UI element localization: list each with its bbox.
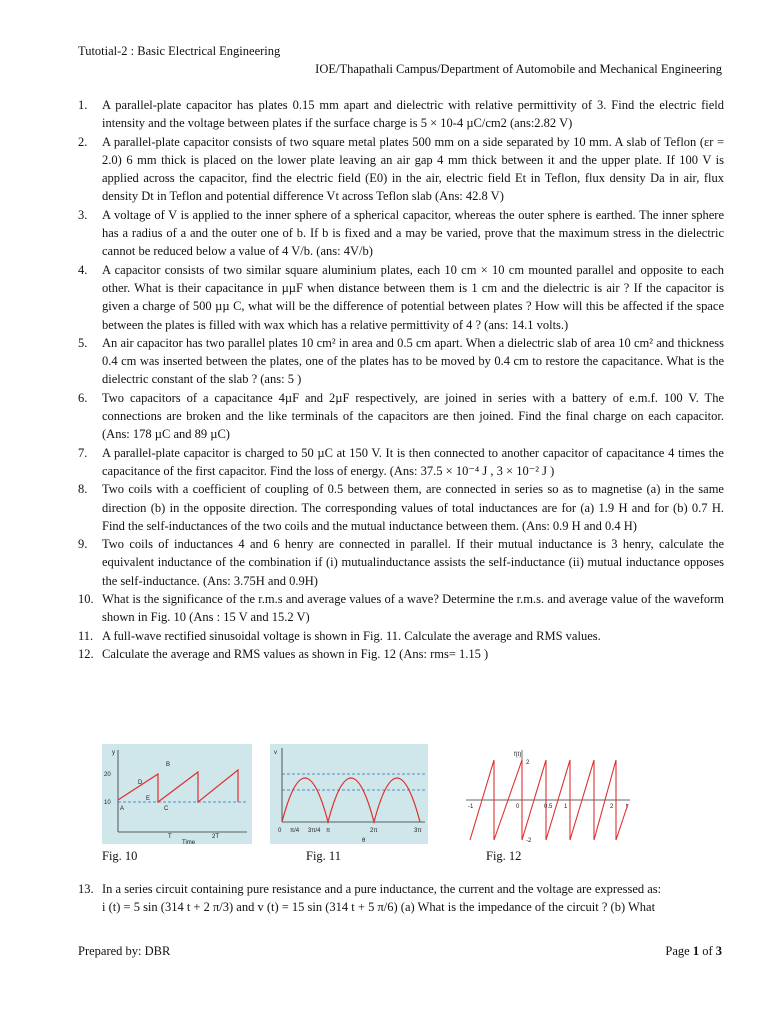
figure-10 bbox=[102, 744, 252, 844]
fig10-tick-10: 10 bbox=[104, 800, 111, 806]
question-item bbox=[78, 389, 724, 444]
figure-12 bbox=[464, 744, 634, 844]
figure-row bbox=[102, 744, 722, 864]
fig10-point-B: B bbox=[166, 762, 171, 768]
question-text: Calculate the average and RMS values as shown in Fig. 12 (Ans: rms= 1.15 ) bbox=[102, 646, 489, 661]
figure-11 bbox=[270, 744, 428, 844]
question-number: 8. bbox=[78, 482, 88, 497]
fig11-caption: Fig. 11 bbox=[306, 849, 341, 863]
fig11-tick-2pi: 2π bbox=[370, 828, 378, 834]
fig12-tick-2: 2 bbox=[526, 760, 530, 766]
question-number: 5. bbox=[78, 335, 88, 350]
question-text: An air capacitor has two parallel plates 10 cm² in area and 0.5 cm apart. When a dielectric slab of area 10 cm² and thickness 0.4 cm was inserted between the plates, one of the plates has to be moved by 0.4 cm to restore the capacitance. What is the dielectric constant of the slab ? (ans: 5 ) bbox=[102, 335, 724, 387]
fig10-point-A: A bbox=[120, 806, 125, 812]
question-text: A voltage of V is applied to the inner sphere of a spherical capacitor, whereas the outer sphere is earthed. The inner sphere has a radius of a and the outer one of b. If b is fixed and a may be varied, prove that the maximum stress in the dielectric cannot be reduced below a value of 4 V/b. (ans: 4V/b) bbox=[102, 207, 724, 259]
page-current: 1 bbox=[692, 944, 700, 958]
fig11-diagram bbox=[270, 744, 428, 844]
question-item bbox=[78, 206, 724, 261]
fig11-y-label: v bbox=[274, 750, 277, 756]
fig11-tick-pi: π bbox=[326, 828, 331, 834]
fig10-tick-20: 20 bbox=[104, 772, 111, 778]
footer-page-number bbox=[665, 944, 722, 959]
fig12-tick-minus1: -1 bbox=[468, 804, 474, 810]
fig11-x-label: θ bbox=[362, 838, 366, 844]
question-text: Two coils of inductances 4 and 6 henry are connected in parallel. If their mutual inductance is 3 henry, calculate the equivalent inductance of the combination if (i) mutualinductance assists the self-inductance (ii) mutual inductance opposes the self-inductance. (Ans: 3.75H and 0.9H) bbox=[102, 537, 724, 588]
fig11-tick-3pi4: 3π/4 bbox=[308, 828, 321, 834]
question-number: 3. bbox=[78, 207, 88, 222]
question-text-continued: i (t) = 5 sin (314 t + 2 π/3) and v (t) = 15 sin (314 t + 5 π/6) (a) What is the impedance of the circuit ? (b) What bbox=[102, 900, 656, 915]
question-item bbox=[78, 590, 724, 627]
question-item bbox=[78, 334, 724, 389]
fig12-tick-2-x: 2 bbox=[610, 804, 614, 810]
fig10-background bbox=[102, 744, 252, 844]
question-list bbox=[78, 96, 724, 663]
fig12-x-label: t bbox=[626, 804, 628, 810]
question-number: 10. bbox=[78, 592, 94, 607]
question-number: 6. bbox=[78, 390, 88, 405]
fig12-diagram bbox=[464, 744, 634, 844]
fig12-tick-minus2: -2 bbox=[526, 838, 532, 844]
page-of: of bbox=[699, 944, 716, 958]
fig10-point-E: E bbox=[146, 796, 151, 802]
question-item bbox=[78, 627, 724, 645]
fig12-caption: Fig. 12 bbox=[486, 849, 522, 863]
fig11-tick-3pi: 3π bbox=[414, 828, 422, 834]
question-number: 1. bbox=[78, 98, 88, 112]
fig12-tick-0: 0 bbox=[516, 804, 520, 810]
fig10-tick-2T: 2T bbox=[212, 834, 220, 840]
question-text: A parallel-plate capacitor is charged to 50 µC at 150 V. It is then connected to another capacitor of capacitance 4 times the capacitance of the first capacitor. Find the loss of energy. (Ans: 37.5 × 10⁻⁴ J , 3 × 10⁻² J ) bbox=[102, 445, 724, 478]
question-text: What is the significance of the r.m.s and average values of a wave? Determine the r.m.s. and average value of the waveform shown in Fig. 10 (Ans : 15 V and 15.2 V) bbox=[102, 592, 724, 625]
fig11-tick-0: 0 bbox=[278, 828, 282, 834]
question-item bbox=[78, 535, 724, 590]
footer-author: Prepared by: DBR bbox=[78, 944, 171, 958]
question-number: 9. bbox=[78, 537, 88, 552]
question-item bbox=[78, 261, 724, 334]
question-item bbox=[78, 645, 724, 663]
question-text: Two coils with a coefficient of coupling of 0.5 between them, are connected in series so as to magnetise (a) in the same direction (b) in the opposite direction. The corresponding values of total inductances are for (a) 1.9 H and for (b) 0.7 H. Find the self-inductances of the two coils and the mutual inductance between them. (Ans: 0.9 H and 0.4 H) bbox=[102, 482, 724, 533]
fig10-caption: Fig. 10 bbox=[102, 849, 138, 863]
question-item bbox=[78, 880, 722, 917]
page-prefix: Page bbox=[665, 944, 693, 958]
question-text: A parallel-plate capacitor consists of two square metal plates 500 mm on a side separated by 10 mm. A slab of Teflon (εr = 2.0) 6 mm thick is placed on the lower plate leaving an air gap 4 mm thick between it and the upper plate. If 100 V is applied across the capacitor, find the electric field (E0) in the air, electric field Et in Teflon, flux density Da in air, flux density Dt in Teflon and potential difference Vt across Teflon slab (Ans: 42.8 V) bbox=[102, 134, 724, 204]
question-number: 11. bbox=[78, 628, 94, 643]
fig10-point-D: D bbox=[138, 780, 143, 786]
question-number: 12. bbox=[78, 646, 94, 661]
fig10-x-label: Time bbox=[182, 840, 196, 844]
fig12-tick-1: 1 bbox=[564, 804, 568, 810]
question-item bbox=[78, 133, 724, 206]
fig12-tick-0.5: 0.5 bbox=[544, 804, 553, 810]
fig10-y-label: y bbox=[112, 750, 115, 756]
question-number: 13. bbox=[78, 882, 94, 896]
fig10-diagram bbox=[102, 744, 252, 844]
header-institution: IOE/Thapathali Campus/Department of Automobile and Mechanical Engineering bbox=[315, 62, 722, 76]
question-text: Two capacitors of a capacitance 4µF and 2µF respectively, are joined in series with a battery of e.m.f. 100 V. The connections are broken and the like terminals of the capacitors are then joined. Find the final charge on each capacitor. (Ans: 178 µC and 89 µC) bbox=[102, 390, 724, 442]
question-number: 4. bbox=[78, 262, 88, 277]
question-text: A capacitor consists of two similar square aluminium plates, each 10 cm × 10 cm mounted parallel and opposite to each other. What is their capacitance in µµF when distance between them is 1 cm and the dielectric is air ? If the capacitor is given a charge of 500 µµ C, what will be the difference of potential between plates ? How will this be affected if the space between the plates is filled with wax which has a relative permittivity of 4 ? (ans: 14.1 volts.) bbox=[102, 262, 724, 332]
header-course-title: Tutotial-2 : Basic Electrical Engineering bbox=[78, 44, 281, 58]
question-text: A full-wave rectified sinusoidal voltage is shown in Fig. 11. Calculate the average and RMS values. bbox=[102, 628, 601, 643]
fig10-tick-T: T bbox=[168, 834, 172, 840]
question-item bbox=[78, 480, 724, 535]
fig11-tick-pi4: π/4 bbox=[290, 828, 300, 834]
question-item bbox=[78, 96, 724, 133]
question-item bbox=[78, 444, 724, 481]
question-number: 7. bbox=[78, 445, 88, 460]
question-text: A parallel-plate capacitor has plates 0.15 mm apart and dielectric with relative permittivity of 3. Find the electric field intensity and the voltage between plates if the surface charge is 5 × 10-4 µC/cm2 (ans:2.82 V) bbox=[102, 98, 724, 131]
page-total: 3 bbox=[715, 944, 722, 958]
fig10-point-C: C bbox=[164, 806, 169, 812]
question-text: In a series circuit containing pure resistance and a pure inductance, the current and the voltage are expressed as: bbox=[102, 882, 662, 896]
question-number: 2. bbox=[78, 134, 88, 149]
fig12-y-label: f(t) bbox=[514, 752, 522, 758]
